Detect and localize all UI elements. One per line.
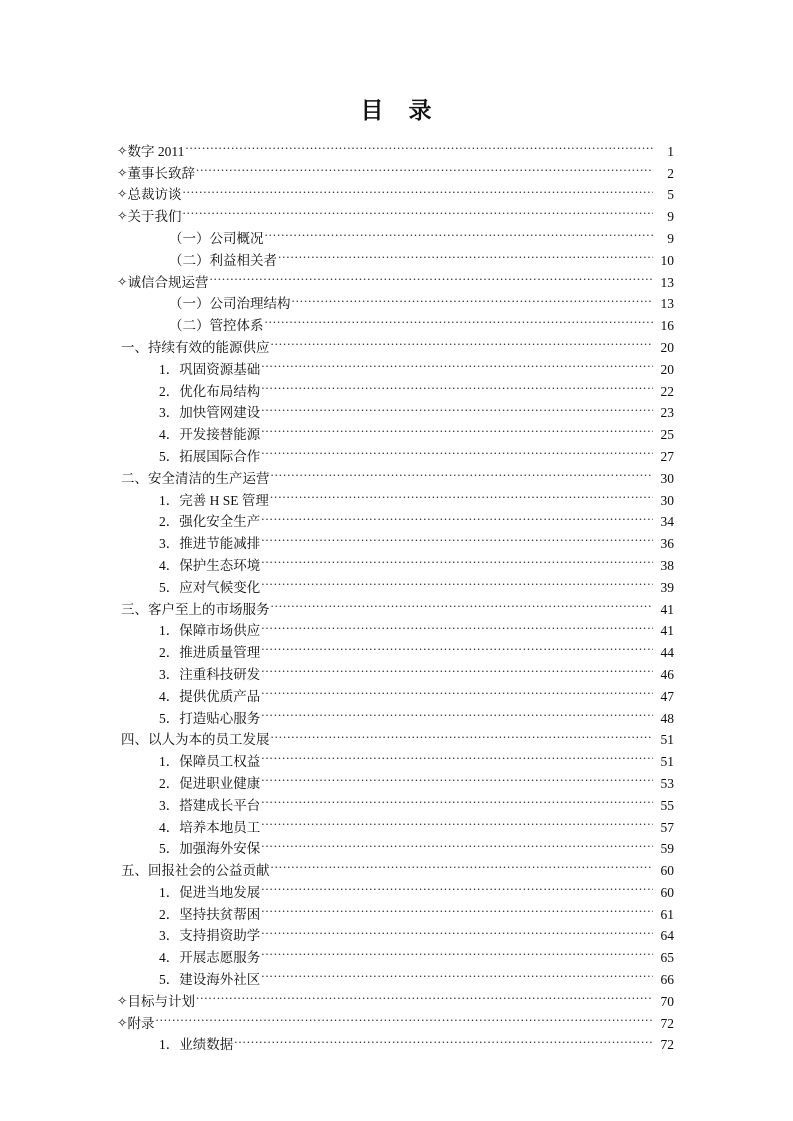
toc-entry-label: 诚信合规运营	[127, 274, 209, 290]
table-of-contents	[0, 134, 793, 1053]
toc-page-number: 20	[660, 361, 674, 377]
toc-entry[interactable]	[0, 897, 793, 922]
toc-dot-leader	[261, 940, 653, 962]
toc-entry-label: 1．保障市场供应	[159, 623, 261, 639]
toc-page-number: 70	[660, 993, 674, 1009]
toc-entry-label: 目标与计划	[127, 993, 195, 1009]
toc-dot-leader	[265, 221, 654, 243]
toc-page-number: 64	[660, 928, 674, 944]
toc-dot-leader	[196, 156, 653, 178]
toc-entry[interactable]	[0, 330, 793, 355]
toc-entry[interactable]	[0, 526, 793, 552]
toc-page-number: 51	[660, 732, 674, 748]
toc-dot-leader	[261, 505, 653, 527]
toc-dot-leader	[261, 614, 653, 636]
toc-entry-label: 4．开发接替能源	[159, 427, 261, 443]
toc-page-number: 20	[660, 339, 674, 355]
toc-entry[interactable]	[0, 701, 793, 726]
toc-dot-leader	[261, 962, 653, 984]
toc-entry[interactable]	[0, 919, 793, 944]
toc-page-number: 41	[660, 623, 674, 639]
toc-dot-leader	[261, 701, 653, 723]
toc-entry[interactable]	[0, 505, 793, 530]
toc-entry-label: 数字 2011	[127, 143, 185, 159]
toc-entry-label: 1．促进当地发展	[159, 884, 261, 900]
toc-entry[interactable]	[0, 134, 793, 159]
toc-dot-leader	[261, 832, 653, 854]
toc-page-number: 13	[660, 274, 674, 290]
toc-entry[interactable]	[0, 984, 793, 1009]
toc-dot-leader	[271, 592, 654, 614]
toc-entry-label: 5．拓展国际合作	[159, 448, 261, 464]
toc-entry[interactable]	[0, 962, 793, 988]
toc-page-number: 16	[660, 318, 674, 334]
toc-entry[interactable]	[0, 614, 793, 639]
toc-dot-leader	[271, 723, 654, 745]
toc-entry-label: 三、客户至上的市场服务	[121, 601, 270, 617]
toc-entry-label: 1．完善 H SE 管理	[159, 492, 269, 508]
toc-entry-label: 4．开展志愿服务	[159, 950, 261, 966]
toc-entry[interactable]	[0, 810, 793, 835]
toc-entry[interactable]	[0, 744, 793, 770]
toc-page-number: 46	[660, 666, 674, 682]
toc-entry-label: （二）利益相关者	[169, 252, 277, 268]
diamond-bullet-icon: ✧	[117, 274, 128, 289]
toc-entry[interactable]	[0, 417, 793, 443]
toc-entry[interactable]	[0, 396, 793, 421]
toc-dot-leader	[261, 635, 653, 657]
toc-entry-label: 总裁访谈	[127, 187, 182, 203]
toc-entry-label: 2．坚持扶贫帮困	[159, 906, 261, 922]
toc-entry-label: （二）管控体系	[169, 318, 264, 334]
toc-page-number: 57	[660, 819, 674, 835]
toc-page-number: 1	[667, 143, 674, 159]
toc-dot-leader	[261, 679, 653, 701]
toc-entry[interactable]	[0, 853, 793, 879]
toc-page-number: 60	[660, 863, 674, 879]
toc-entry-label: 5．加强海外安保	[159, 841, 261, 857]
toc-dot-leader	[261, 439, 653, 461]
toc-page-number: 47	[660, 688, 674, 704]
toc-page-number: 9	[667, 230, 674, 246]
toc-entry-label: 四、以人为本的员工发展	[121, 732, 270, 748]
diamond-bullet-icon: ✧	[117, 165, 128, 180]
toc-page-number: 36	[660, 536, 674, 552]
toc-dot-leader	[155, 1006, 653, 1028]
toc-page-number: 5	[667, 187, 674, 203]
toc-entry[interactable]	[0, 374, 793, 399]
toc-entry-label: 3．注重科技研发	[159, 666, 261, 682]
toc-page-number: 38	[660, 557, 674, 573]
toc-page-number: 66	[660, 972, 674, 988]
toc-page-number: 55	[660, 797, 674, 813]
toc-entry[interactable]	[0, 483, 793, 508]
toc-dot-leader	[234, 1028, 653, 1050]
toc-entry[interactable]	[0, 439, 793, 464]
toc-dot-leader	[271, 461, 654, 483]
toc-entry[interactable]	[0, 788, 793, 813]
toc-page-number: 25	[660, 427, 674, 443]
toc-dot-leader	[278, 243, 653, 265]
toc-entry-label: 附录	[127, 1015, 155, 1031]
toc-dot-leader	[292, 287, 654, 309]
toc-entry[interactable]	[0, 570, 793, 595]
toc-entry[interactable]	[0, 657, 793, 682]
toc-entry[interactable]	[0, 940, 793, 966]
diamond-bullet-icon: ✧	[117, 187, 128, 202]
toc-entry[interactable]	[0, 832, 793, 857]
toc-page-number: 48	[660, 710, 674, 726]
toc-entry-label: 3．推进节能减排	[159, 536, 261, 552]
toc-entry[interactable]	[0, 592, 793, 617]
toc-page-number: 59	[660, 841, 674, 857]
toc-page-number: 2	[667, 165, 674, 181]
toc-dot-leader	[261, 548, 653, 570]
toc-dot-leader	[265, 308, 654, 330]
toc-page-number: 23	[660, 405, 674, 421]
toc-dot-leader	[182, 178, 653, 200]
toc-dot-leader	[261, 766, 653, 788]
toc-entry-label: 3．加快管网建设	[159, 405, 261, 421]
toc-entry-label: 3．搭建成长平台	[159, 797, 261, 813]
toc-page-number: 10	[660, 252, 674, 268]
diamond-bullet-icon: ✧	[117, 1015, 128, 1030]
toc-entry-label: 五、回报社会的公益贡献	[121, 863, 270, 879]
toc-page-number: 13	[660, 296, 674, 312]
toc-page-number: 41	[660, 601, 674, 617]
toc-entry-label: 4．提供优质产品	[159, 688, 261, 704]
toc-dot-leader	[261, 875, 653, 897]
toc-entry-label: 1．巩固资源基础	[159, 361, 261, 377]
toc-entry-label: 4．保护生态环境	[159, 557, 261, 573]
toc-entry[interactable]	[0, 723, 793, 748]
toc-page-number: 61	[660, 906, 674, 922]
toc-dot-leader	[271, 330, 654, 352]
toc-dot-leader	[182, 199, 653, 221]
toc-entry-label: 1．保障员工权益	[159, 754, 261, 770]
toc-entry[interactable]	[0, 635, 793, 661]
toc-entry[interactable]	[0, 679, 793, 704]
toc-entry-label: 二、安全清洁的生产运营	[121, 470, 270, 486]
toc-page-number: 51	[660, 754, 674, 770]
toc-dot-leader	[261, 526, 653, 548]
toc-page-number: 9	[667, 209, 674, 225]
toc-entry-label: 1．业绩数据	[159, 1037, 234, 1053]
toc-page-number: 27	[660, 448, 674, 464]
toc-page-number: 34	[660, 514, 674, 530]
page-title: 目 录	[360, 98, 433, 123]
toc-entry-label: （一）公司治理结构	[169, 296, 291, 312]
toc-entry-label: 3．支持捐资助学	[159, 928, 261, 944]
toc-entry-label: 关于我们	[127, 209, 182, 225]
diamond-bullet-icon: ✧	[117, 143, 128, 158]
toc-page-number: 39	[660, 579, 674, 595]
toc-entry-label: 2．优化布局结构	[159, 383, 261, 399]
toc-dot-leader	[270, 483, 653, 505]
toc-entry-label: 5．打造贴心服务	[159, 710, 261, 726]
toc-page-number: 53	[660, 775, 674, 791]
toc-entry-label: （一）公司概况	[169, 230, 264, 246]
toc-page-number: 72	[660, 1037, 674, 1053]
toc-entry-label: 5．应对气候变化	[159, 579, 261, 595]
toc-entry-label: 董事长致辞	[127, 165, 195, 181]
toc-dot-leader	[261, 417, 653, 439]
toc-entry[interactable]	[0, 265, 793, 290]
toc-page-number: 30	[660, 492, 674, 508]
toc-dot-leader	[261, 570, 653, 592]
toc-dot-leader	[185, 134, 653, 156]
toc-entry-label: 5．建设海外社区	[159, 972, 261, 988]
toc-entry-label: 2．促进职业健康	[159, 775, 261, 791]
toc-entry-label: 4．培养本地员工	[159, 819, 261, 835]
toc-dot-leader	[261, 810, 653, 832]
toc-page-number: 65	[660, 950, 674, 966]
toc-dot-leader	[271, 853, 654, 875]
toc-entry[interactable]	[0, 308, 793, 334]
toc-page-number: 44	[660, 645, 674, 661]
toc-dot-leader	[209, 265, 653, 287]
toc-entry-label: 一、持续有效的能源供应	[121, 339, 270, 355]
toc-entry[interactable]	[0, 352, 793, 377]
toc-page-number: 22	[660, 383, 674, 399]
toc-entry-label: 2．推进质量管理	[159, 645, 261, 661]
toc-entry[interactable]	[0, 461, 793, 486]
toc-dot-leader	[261, 919, 653, 941]
diamond-bullet-icon: ✧	[117, 209, 128, 224]
toc-entry[interactable]	[0, 243, 793, 268]
toc-dot-leader	[261, 897, 653, 919]
diamond-bullet-icon: ✧	[117, 993, 128, 1008]
toc-entry[interactable]	[0, 875, 793, 900]
toc-dot-leader	[261, 657, 653, 679]
toc-dot-leader	[261, 788, 653, 810]
toc-page-number: 60	[660, 884, 674, 900]
toc-dot-leader	[261, 374, 653, 396]
toc-page-number: 72	[660, 1015, 674, 1031]
toc-dot-leader	[261, 744, 653, 766]
toc-dot-leader	[261, 352, 653, 374]
toc-entry-label: 2．强化安全生产	[159, 514, 261, 530]
toc-entry[interactable]	[0, 766, 793, 791]
toc-dot-leader	[196, 984, 653, 1006]
toc-page-number: 30	[660, 470, 674, 486]
toc-dot-leader	[261, 396, 653, 418]
toc-entry[interactable]	[0, 548, 793, 573]
